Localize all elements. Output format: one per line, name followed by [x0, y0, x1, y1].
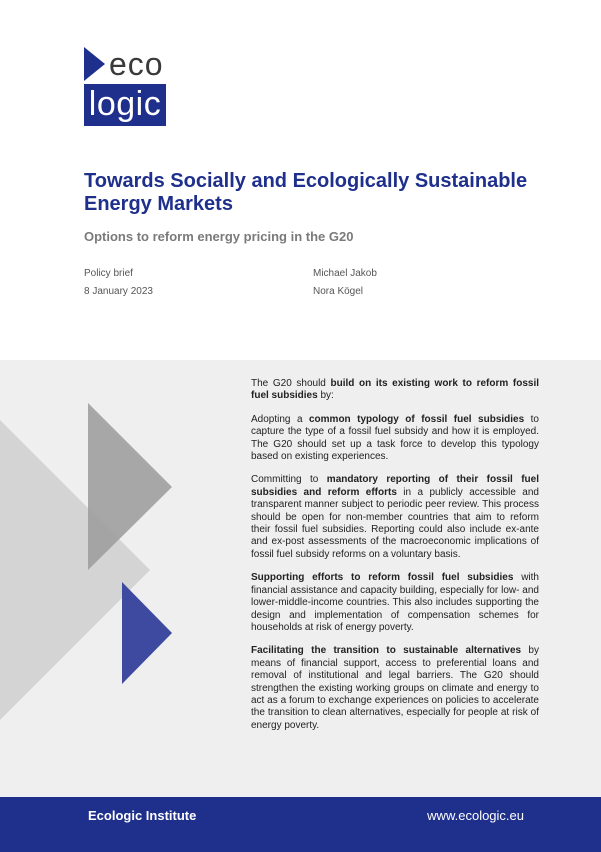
- rec-text: with financial assistance and capacity building, especially for low- and lower-middle-income countries. This also includes supporting the design and implementation of compensation schemes for households at risk of energy poverty.: [251, 572, 539, 633]
- rec-text: to capture the type of a fossil fuel subsidy and how it is employed. The G20 should set up a task force to develop this typology based on existing experiences.: [251, 413, 539, 463]
- author-name: Michael Jakob: [313, 268, 377, 279]
- recommendation-paragraph: [251, 474, 539, 561]
- recommendation-paragraph: [251, 645, 539, 732]
- gray-triangle: [88, 403, 172, 570]
- document-subtitle: Options to reform energy pricing in the G20: [84, 229, 354, 244]
- rec-bold: common typology of fossil fuel subsidies: [309, 413, 525, 425]
- meta-authors: [313, 265, 377, 301]
- recommendation-paragraph: [251, 414, 539, 464]
- rec-text: in a publicly accessible and transparent manner subject to periodic peer review. This process should be open for non-member countries that aim to reform their fossil fuel subsidies. Reporting could also include ex-ante and ex-post assessments of the macroeconomic implications of fossil fuel subsidy reforms on a voluntary basis.: [251, 486, 539, 560]
- rec-text: Committing to: [251, 474, 327, 486]
- document-title: Towards Socially and Ecologically Sustainable Energy Markets: [84, 170, 528, 215]
- intro-bold: build on its existing work to reform fossil fuel subsidies: [251, 378, 539, 402]
- logo-triangle-icon: [84, 47, 105, 81]
- logo-eco-text: eco: [109, 46, 164, 82]
- rec-bold: mandatory reporting of their fossil fuel subsidies and reform efforts: [251, 474, 540, 498]
- footer-institute: Ecologic Institute: [88, 808, 197, 823]
- blue-triangle: [122, 582, 172, 684]
- rec-bold: Facilitating the transition to sustainable alternatives: [251, 645, 522, 657]
- meta-left: [84, 265, 153, 301]
- author-name: Nora Kögel: [313, 286, 364, 297]
- doc-type: Policy brief: [84, 268, 133, 279]
- summary-text: [251, 378, 539, 743]
- recommendation-paragraph: [251, 572, 539, 634]
- ecologic-logo: [84, 44, 166, 126]
- intro-text-end: by:: [317, 390, 334, 402]
- rec-bold: Supporting efforts to reform fossil fuel subsidies: [251, 572, 514, 584]
- decorative-triangles: [0, 360, 250, 797]
- footer-bar: [0, 797, 601, 852]
- footer-website-link[interactable]: www.ecologic.eu: [427, 808, 524, 823]
- logo-logic-text: logic: [84, 84, 166, 126]
- intro-text: The G20 should: [251, 378, 331, 389]
- rec-text: by means of financial support, access to preferential loans and removal of institutional and legal barriers. The G20 should strengthen the existing working groups on climate and energy to act as a forum to exchange experiences on policies to accelerate the transition to clean alternatives, especially for people at risk of energy poverty.: [251, 645, 539, 731]
- doc-date: 8 January 2023: [84, 286, 153, 297]
- rec-text: Adopting a: [251, 413, 309, 425]
- intro-paragraph: [251, 378, 539, 403]
